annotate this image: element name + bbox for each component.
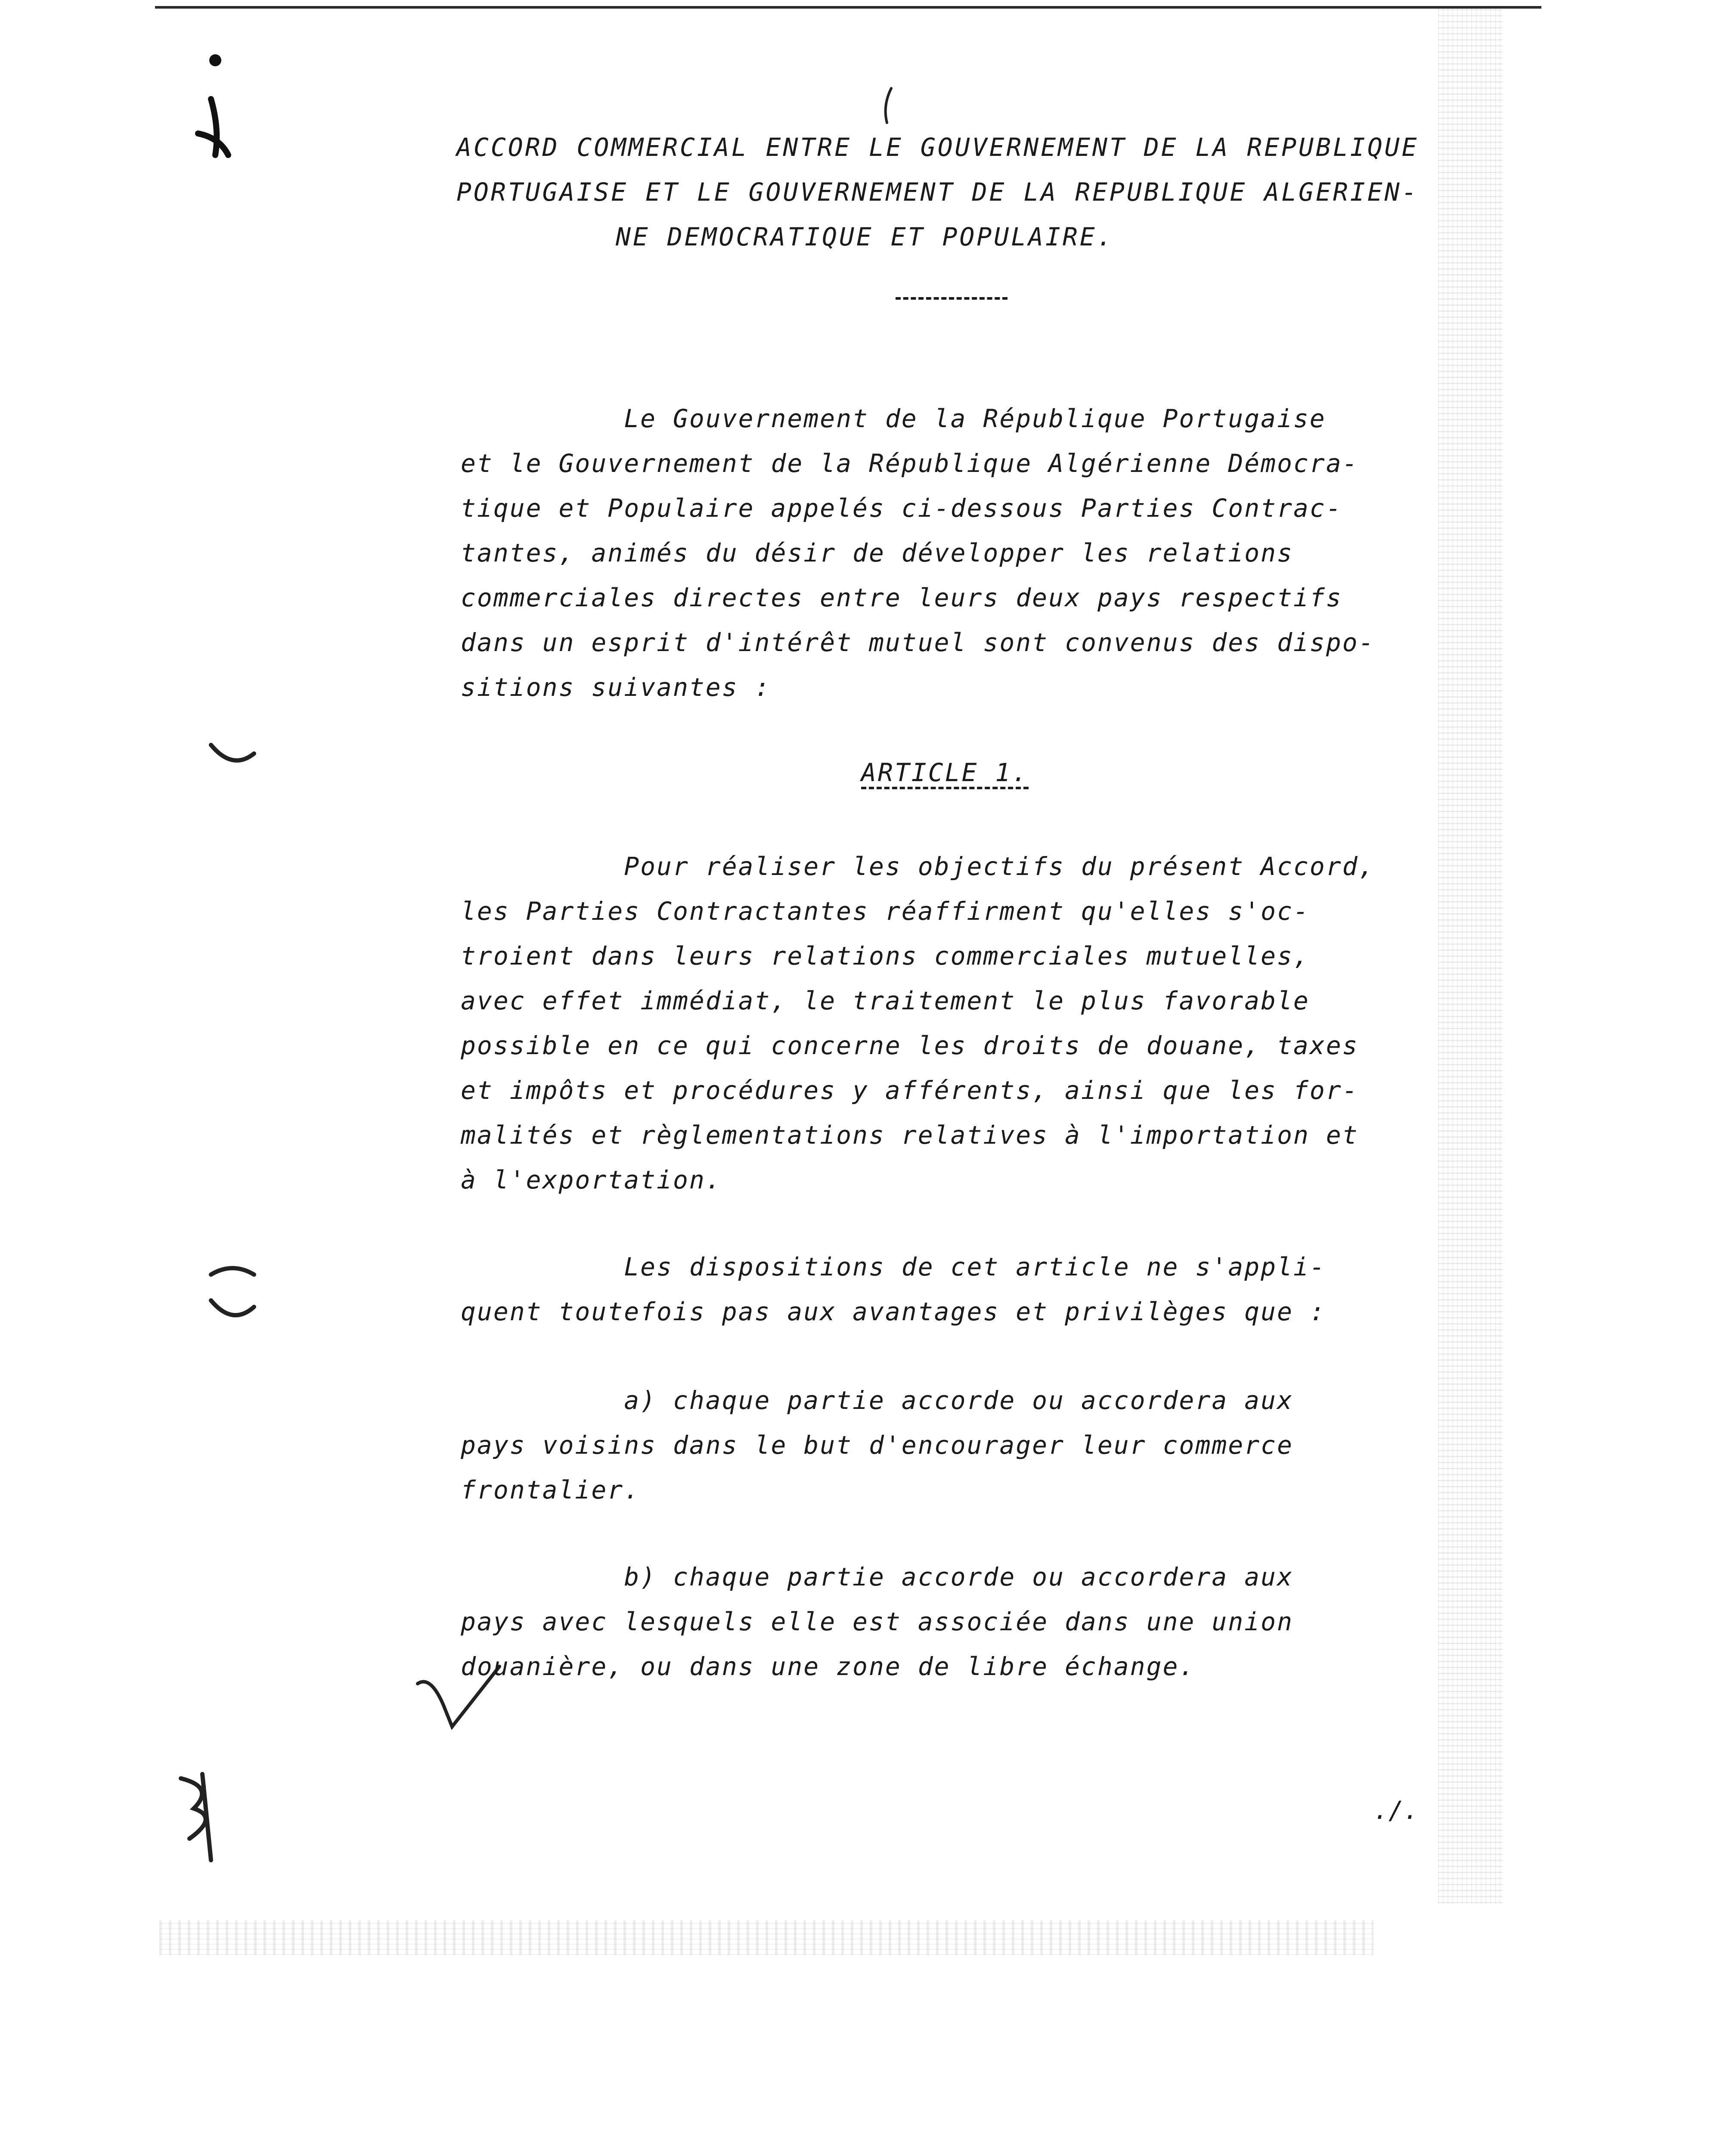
title-separator xyxy=(896,297,1008,300)
article-para1-line-3: troient dans leurs relations commerciales mutuelles, xyxy=(461,941,1310,971)
top-border-line xyxy=(155,6,1541,9)
punch-hole-mark-1 xyxy=(207,741,258,771)
punch-hole-mark-2 xyxy=(207,1262,258,1322)
bracket-mark xyxy=(878,86,896,125)
scan-noise-bottom xyxy=(159,1920,1373,1955)
continuation-mark: ./. xyxy=(1373,1796,1419,1825)
preamble-line-2: et le Gouvernement de la République Algérienne Démocra- xyxy=(461,449,1359,478)
article-para1-line-8: à l'exportation. xyxy=(461,1165,722,1194)
handwritten-initials-mark xyxy=(164,1770,241,1864)
preamble-line-3: tique et Populaire appelés ci-dessous Parties Contrac- xyxy=(461,493,1342,523)
article-para1-line-7: malités et règlementations relatives à l'importation et xyxy=(461,1120,1359,1150)
article-para2-line-1: Les dispositions de cet article ne s'appli- xyxy=(461,1252,1326,1281)
article-para2-line-2: quent toutefois pas aux avantages et privilèges que : xyxy=(461,1297,1326,1326)
item-b-line-3: douanière, ou dans une zone de libre échange. xyxy=(461,1652,1196,1681)
title-line-3: NE DEMOCRATIQUE ET POPULAIRE. xyxy=(616,222,1114,251)
article-para1-line-2: les Parties Contractantes réaffirment qu'elles s'oc- xyxy=(461,897,1310,926)
item-a-line-3: frontalier. xyxy=(461,1475,641,1505)
item-b-line-1: b) chaque partie accorde ou accordera aux xyxy=(461,1562,1293,1591)
article-1-heading: ARTICLE 1. xyxy=(861,758,1029,787)
item-b-line-2: pays avec lesquels elle est associée dans une union xyxy=(461,1607,1293,1636)
article-para1-line-1: Pour réaliser les objectifs du présent Accord, xyxy=(461,852,1375,881)
preamble-line-7: sitions suivantes : xyxy=(461,673,771,702)
item-a-line-2: pays voisins dans le but d'encourager leur commerce xyxy=(461,1430,1293,1460)
article-para1-line-6: et impôts et procédures y afférents, ainsi que les for- xyxy=(461,1076,1359,1105)
scan-noise-right xyxy=(1438,9,1503,1903)
preamble-line-4: tantes, animés du désir de développer les relations xyxy=(461,538,1293,568)
preamble-line-1: Le Gouvernement de la République Portugaise xyxy=(461,404,1326,433)
title-line-2: PORTUGAISE ET LE GOUVERNEMENT DE LA REPUBLIQUE ALGERIEN- xyxy=(456,177,1419,207)
preamble-line-5: commerciales directes entre leurs deux pays respectifs xyxy=(461,583,1342,612)
item-a-line-1: a) chaque partie accorde ou accordera aux xyxy=(461,1386,1293,1415)
article-para1-line-5: possible en ce qui concerne les droits de douane, taxes xyxy=(461,1031,1359,1060)
article-para1-line-4: avec effet immédiat, le traitement le plus favorable xyxy=(461,986,1310,1015)
preamble-line-6: dans un esprit d'intérêt mutuel sont convenus des dispo- xyxy=(461,628,1375,657)
handwritten-mark-top-left xyxy=(189,47,241,159)
title-line-1: ACCORD COMMERCIAL ENTRE LE GOUVERNEMENT DE LA REPUBLIQUE xyxy=(456,133,1419,162)
